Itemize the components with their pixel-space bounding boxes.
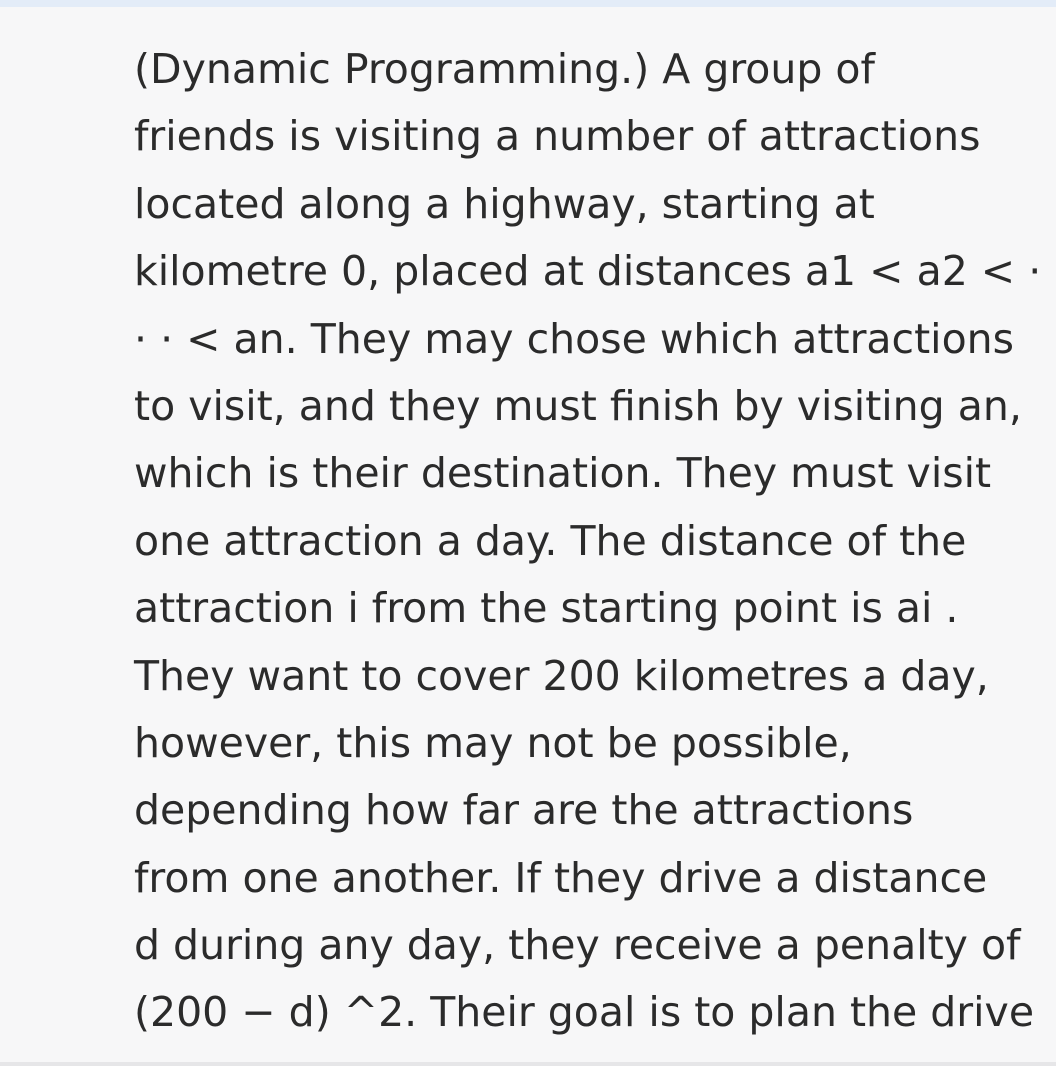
text-line: located along a highway, starting at [134, 179, 875, 228]
text-line: to visit, and they must finish by visiting an, [134, 381, 1022, 430]
text-line: which is their destination. They must visit [134, 449, 992, 498]
text-line: friends is visiting a number of attractions [134, 112, 981, 161]
text-line: · · < an. They may chose which attractions [134, 314, 1014, 363]
text-line: They want to cover 200 kilometres a day, [134, 651, 989, 700]
text-line: from one another. If they drive a distance [134, 853, 988, 902]
text-line: attraction i from the starting point is ai . [134, 584, 959, 633]
problem-text [134, 36, 1042, 1047]
top-accent-bar [0, 0, 1056, 7]
bottom-divider [0, 1062, 1056, 1066]
text-line: one attraction a day. The distance of the [134, 516, 967, 565]
text-line: kilometre 0, placed at distances a1 < a2 < · [134, 247, 1042, 296]
text-line: however, this may not be possible, [134, 718, 852, 767]
text-line: depending how far are the attractions [134, 786, 914, 835]
text-line: d during any day, they receive a penalty of [134, 921, 1021, 970]
text-line: (200 − d) ^2. Their goal is to plan the drive [134, 988, 1035, 1037]
text-line: (Dynamic Programming.) A group of [134, 45, 875, 93]
